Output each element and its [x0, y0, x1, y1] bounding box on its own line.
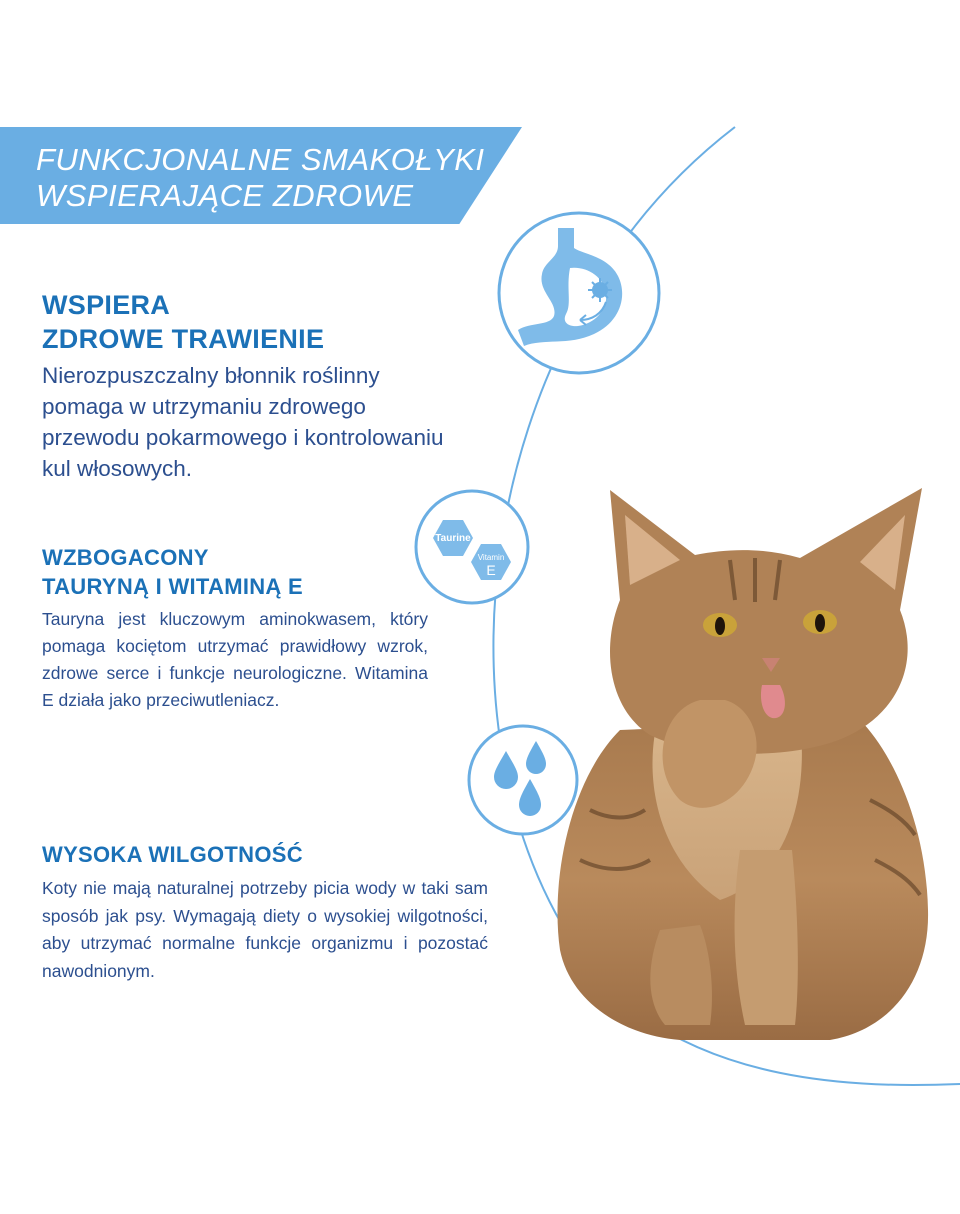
moisture-heading — [42, 840, 488, 869]
section-taurine — [42, 543, 428, 714]
digestion-heading-line-2: ZDROWE TRAWIENIE — [42, 324, 325, 354]
taurine-heading-line-2: TAURYNĄ I WITAMINĄ E — [42, 574, 304, 599]
digestion-heading-line-1: WSPIERA — [42, 290, 171, 320]
cat-image — [530, 480, 960, 1060]
section-moisture — [42, 840, 488, 985]
section-digestion — [42, 288, 462, 484]
taurine-text: Tauryna jest kluczowym aminokwasem, który pomaga kociętom utrzymać prawidłowy wzrok, zdrowe serce i funkcje neurologiczne. Witamina E działa jako przeciwutleniacz. — [42, 609, 428, 710]
taurine-heading — [42, 543, 428, 601]
taurine-vitamin-icon — [413, 488, 531, 606]
moisture-text: Koty nie mają naturalnej potrzeby picia wody w taki sam sposób jak psy. Wymagają diety o wysokiej wilgotności, aby utrzymać normalne funkcje organizmu i pozostać nawodnionym. — [42, 878, 488, 981]
banner-line-1: FUNKCJONALNE SMAKOŁYKI — [36, 142, 485, 177]
vitamin-label: Vitamin — [477, 553, 505, 562]
banner-line-2: WSPIERAJĄCE ZDROWE — [36, 178, 414, 213]
banner-title — [36, 142, 485, 214]
stomach-icon — [496, 210, 662, 376]
moisture-heading-line-1: WYSOKA WILGOTNOŚĆ — [42, 842, 303, 867]
digestion-heading — [42, 288, 462, 356]
taurine-heading-line-1: WZBOGACONY — [42, 545, 209, 570]
vitamin-letter: E — [486, 562, 496, 578]
digestion-text: Nierozpuszczalny błonnik roślinny pomaga w utrzymaniu zdrowego przewodu pokarmowego i kontrolowaniu kul włosowych. — [42, 363, 444, 481]
taurine-label: Taurine — [435, 533, 471, 544]
